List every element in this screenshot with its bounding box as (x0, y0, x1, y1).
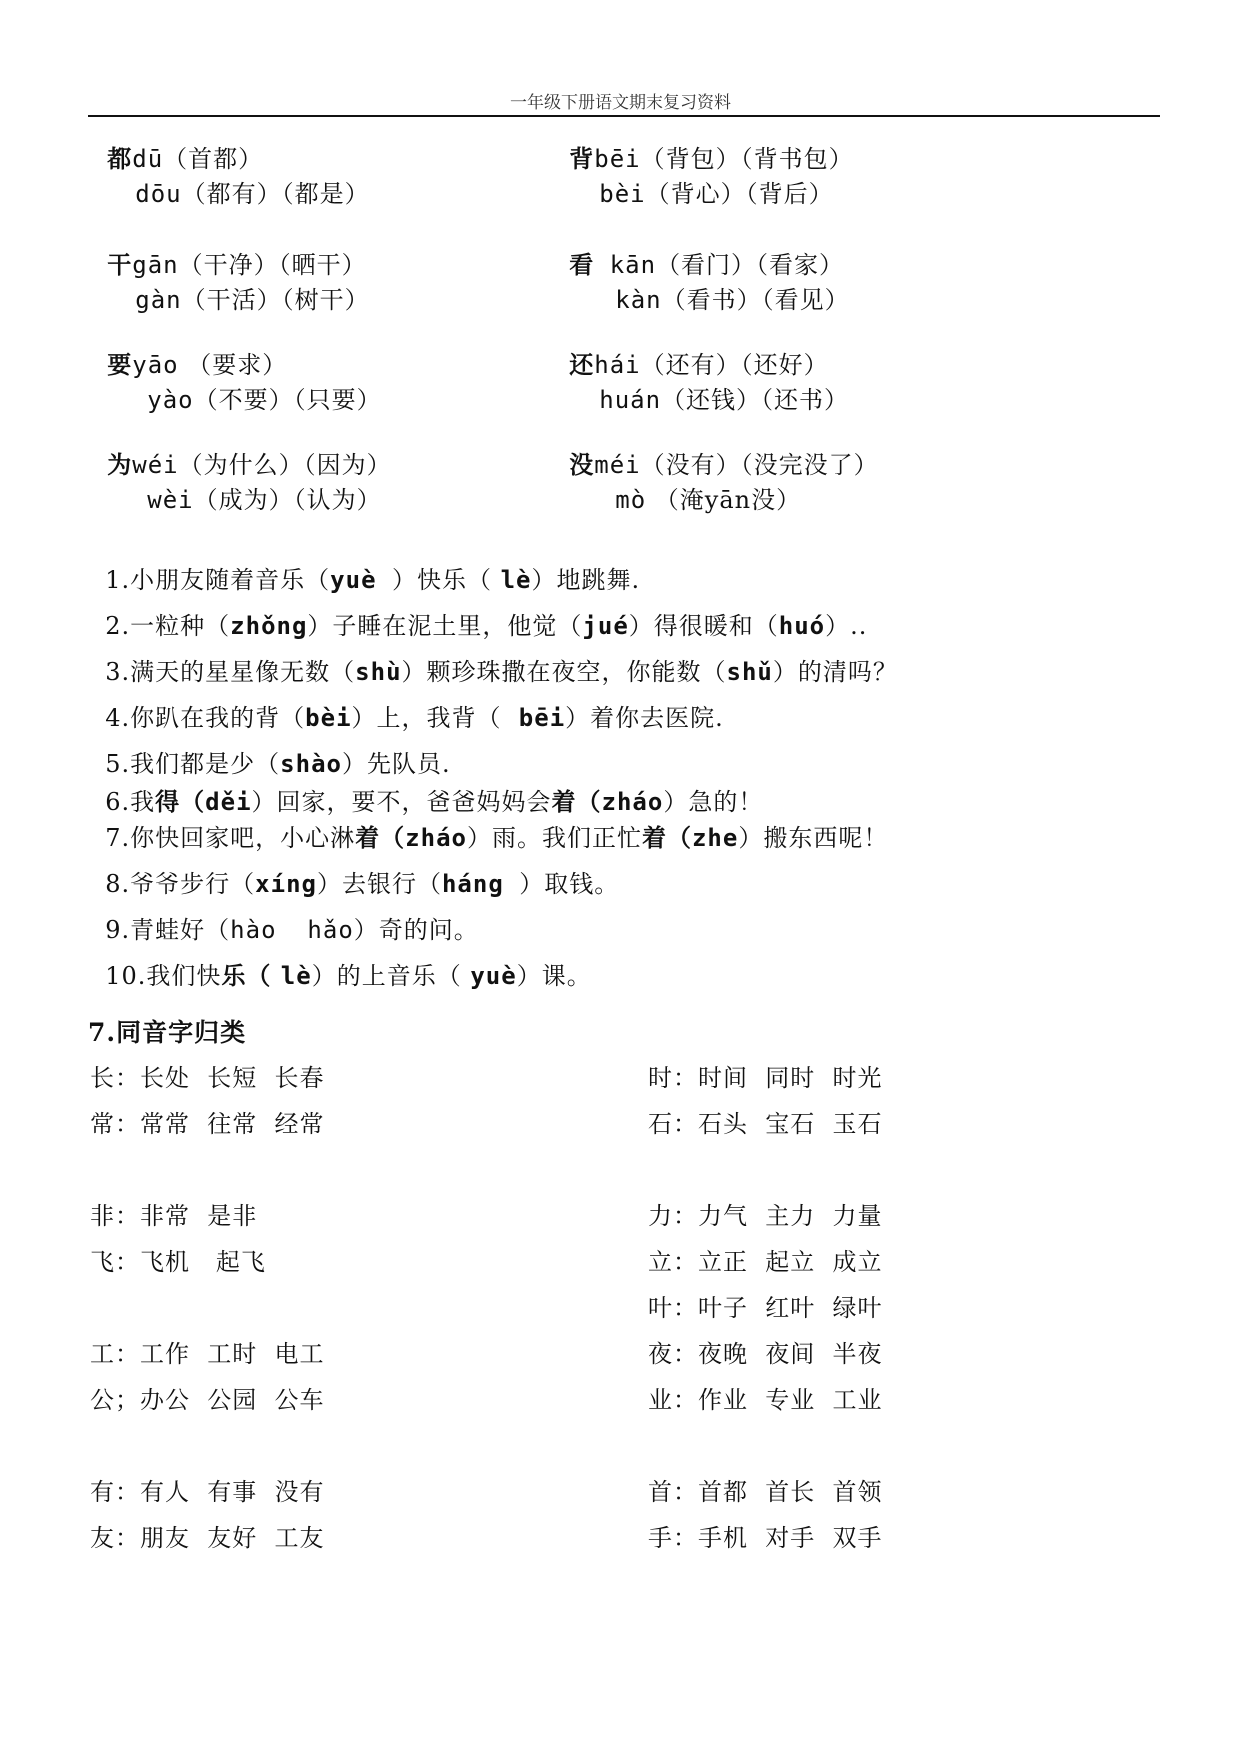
sentence-text: ）的清吗？ (772, 658, 898, 686)
pinyin: děi (205, 788, 252, 816)
homophone-group: 友：朋友 友好 工友 (90, 1524, 325, 1552)
sentence-text: ）地跳舞. (531, 566, 641, 594)
pinyin: mò (615, 486, 647, 514)
pinyin: gàn (135, 286, 182, 314)
pinyin: huó (778, 612, 826, 640)
sentence-text: 4.你趴在我的背（ (105, 704, 306, 732)
homophone-group: 公；办公 公园 公车 (90, 1386, 325, 1414)
homophone-group: 立：立正 起立 成立 (648, 1248, 883, 1276)
polyphone-words: （背包）（背书包） (640, 145, 854, 173)
pinyin: kān (594, 251, 657, 279)
pinyin: hào hǎo (230, 916, 354, 944)
polyphone-char: 背 (569, 144, 595, 173)
section-heading: 7.同音字归类 (88, 1018, 247, 1047)
homophone-group: 常：常常 往常 经常 (90, 1110, 325, 1138)
pinyin: zháo (405, 824, 467, 852)
pinyin: yào (147, 386, 194, 414)
sentence-text: 5.我们都是少（ (105, 750, 281, 778)
pinyin: huán (599, 386, 662, 414)
polyphone-words: （不要）（只要） (193, 386, 382, 414)
homophone-group: 工：工作 工时 电工 (90, 1340, 325, 1368)
polyphone-words: （干净）（晒干） (178, 251, 367, 279)
polyphone-char: 还 (569, 350, 595, 379)
sentence-text: ）颗珍珠撒在夜空，你能数（ (401, 658, 727, 686)
polyphone-char: 为 (107, 450, 133, 479)
pinyin: wèi (147, 486, 194, 514)
sentence-item (88, 544, 640, 592)
polyphone-char: 干 (107, 250, 133, 279)
pinyin: bēi (518, 704, 566, 732)
homophone-group: 手：手机 对手 双手 (648, 1524, 883, 1552)
sentence-text: 10.我们快 (105, 962, 222, 990)
pinyin: xíng (255, 870, 317, 898)
pinyin: shù (355, 658, 402, 686)
sentence-text: ）回家，要不，爸爸妈妈会 (251, 788, 552, 816)
pinyin: bēi (594, 145, 641, 173)
polyphone-row (598, 464, 801, 512)
polyphone-words: （首都） (163, 145, 264, 173)
sentence-text: ）急的！ (663, 788, 764, 816)
key-char: 得（ (155, 787, 206, 816)
pinyin: kàn (615, 286, 662, 314)
sentence-text: 1.小朋友随着音乐（ (105, 566, 331, 594)
sentence-text: ）先队员. (341, 750, 451, 778)
polyphone-words: （淹yān没） (646, 486, 802, 514)
pinyin: dōu (135, 180, 182, 208)
homophone-group: 叶：叶子 红叶 绿叶 (648, 1294, 883, 1322)
homophone-group: 夜：夜晚 夜间 半夜 (648, 1340, 883, 1368)
sentence-text: ）雨。我们正忙 (466, 824, 642, 852)
sentence-item (88, 848, 619, 896)
polyphone-row (582, 364, 849, 412)
homophone-group: 时：时间 同时 时光 (648, 1064, 883, 1092)
pinyin: lè (500, 566, 532, 594)
polyphone-row (118, 158, 370, 206)
sentence-text: 6.我 (105, 788, 156, 816)
homophone-group: 有：有人 有事 没有 (90, 1478, 325, 1506)
pinyin: hái (594, 351, 641, 379)
pinyin: dū (132, 145, 164, 173)
pinyin: zháo (601, 788, 664, 816)
homophone-group: 石：石头 宝石 玉石 (648, 1110, 883, 1138)
pinyin: gān (132, 251, 179, 279)
sentence-text: ）.. (825, 612, 868, 640)
pinyin: lè (280, 962, 312, 990)
sentence-text: ）搬东西呢！ (738, 824, 889, 852)
pinyin: yuè (330, 566, 392, 594)
polyphone-row (130, 364, 382, 412)
polyphone-char: 要 (107, 350, 133, 379)
pinyin: zhe (691, 824, 739, 852)
sentence-text: 7.你快回家吧，小心淋 (105, 824, 356, 852)
polyphone-row (598, 264, 850, 312)
sentence-text: ）的上音乐（ (311, 962, 471, 990)
polyphone-row (130, 464, 382, 512)
sentence-text: 9.青蛙好（ (105, 916, 231, 944)
sentence-item (88, 590, 867, 638)
key-char: 乐（ (221, 961, 281, 990)
polyphone-char: 看 (569, 250, 595, 279)
polyphone-words: （干活）（树干） (181, 286, 370, 314)
sentence-item (88, 802, 888, 850)
polyphone-row (582, 158, 834, 206)
pinyin: jué (582, 612, 629, 640)
pinyin: háng (441, 870, 520, 898)
pinyin: shào (280, 750, 342, 778)
pinyin: wéi (132, 451, 179, 479)
sentence-text: ）奇的问。 (353, 916, 479, 944)
sentence-text: ）取钱。 (519, 870, 620, 898)
sentence-item (88, 636, 898, 684)
polyphone-row (118, 264, 370, 312)
sentence-text: 2.一粒种（ (105, 612, 231, 640)
sentence-text: ）得很暖和（ (628, 612, 779, 640)
pinyin: shǔ (726, 658, 773, 686)
polyphone-words: （还有）（还好） (640, 351, 829, 379)
homophone-group: 首：首都 首长 首领 (648, 1478, 883, 1506)
homophone-group: 力：力气 主力 力量 (648, 1202, 883, 1230)
pinyin: bèi (305, 704, 352, 732)
sentence-text: 3.满天的星星像无数（ (105, 658, 356, 686)
polyphone-char: 都 (107, 144, 133, 173)
polyphone-words: （看门）（看家） (656, 251, 845, 279)
key-char: 着（ (641, 823, 692, 852)
polyphone-words: （都有）（都是） (181, 180, 370, 208)
sentence-text: ）着你去医院. (565, 704, 724, 732)
header-rule (88, 115, 1160, 117)
polyphone-char: 没 (569, 450, 595, 479)
pinyin: yāo (132, 351, 179, 379)
polyphone-words: （背心）（背后） (645, 180, 834, 208)
homophone-group: 飞：飞机 起飞 (90, 1248, 266, 1276)
polyphone-words: （成为）（认为） (193, 486, 382, 514)
polyphone-words: （还钱）（还书） (661, 386, 850, 414)
sentence-text: ）课。 (516, 962, 592, 990)
sentence-item (88, 682, 724, 730)
polyphone-words: （要求） (178, 351, 288, 379)
pinyin: bèi (599, 180, 646, 208)
polyphone-words: （没有）（没完没了） (640, 451, 879, 479)
sentence-text: ）上，我背（ (351, 704, 519, 732)
sentence-text: ）快乐（ (391, 566, 501, 594)
sentence-item (88, 940, 592, 988)
document-header-title: 一年级下册语文期末复习资料 (510, 93, 731, 113)
pinyin: zhǒng (230, 612, 308, 640)
sentence-text: ）去银行（ (316, 870, 442, 898)
polyphone-words: （为什么）（因为） (178, 451, 392, 479)
key-char: 着（ (355, 823, 406, 852)
sentence-text: 8.爷爷步行（ (105, 870, 256, 898)
sentence-item (88, 894, 479, 942)
homophone-group: 非：非常 是非 (90, 1202, 258, 1230)
homophone-group: 业：作业 专业 工业 (648, 1386, 883, 1414)
sentence-text: ）子睡在泥土里，他觉（ (307, 612, 583, 640)
key-char: 着（ (551, 787, 602, 816)
polyphone-words: （看书）（看见） (661, 286, 850, 314)
homophone-group: 长：长处 长短 长春 (90, 1064, 325, 1092)
pinyin: yuè (470, 962, 517, 990)
pinyin: méi (594, 451, 641, 479)
